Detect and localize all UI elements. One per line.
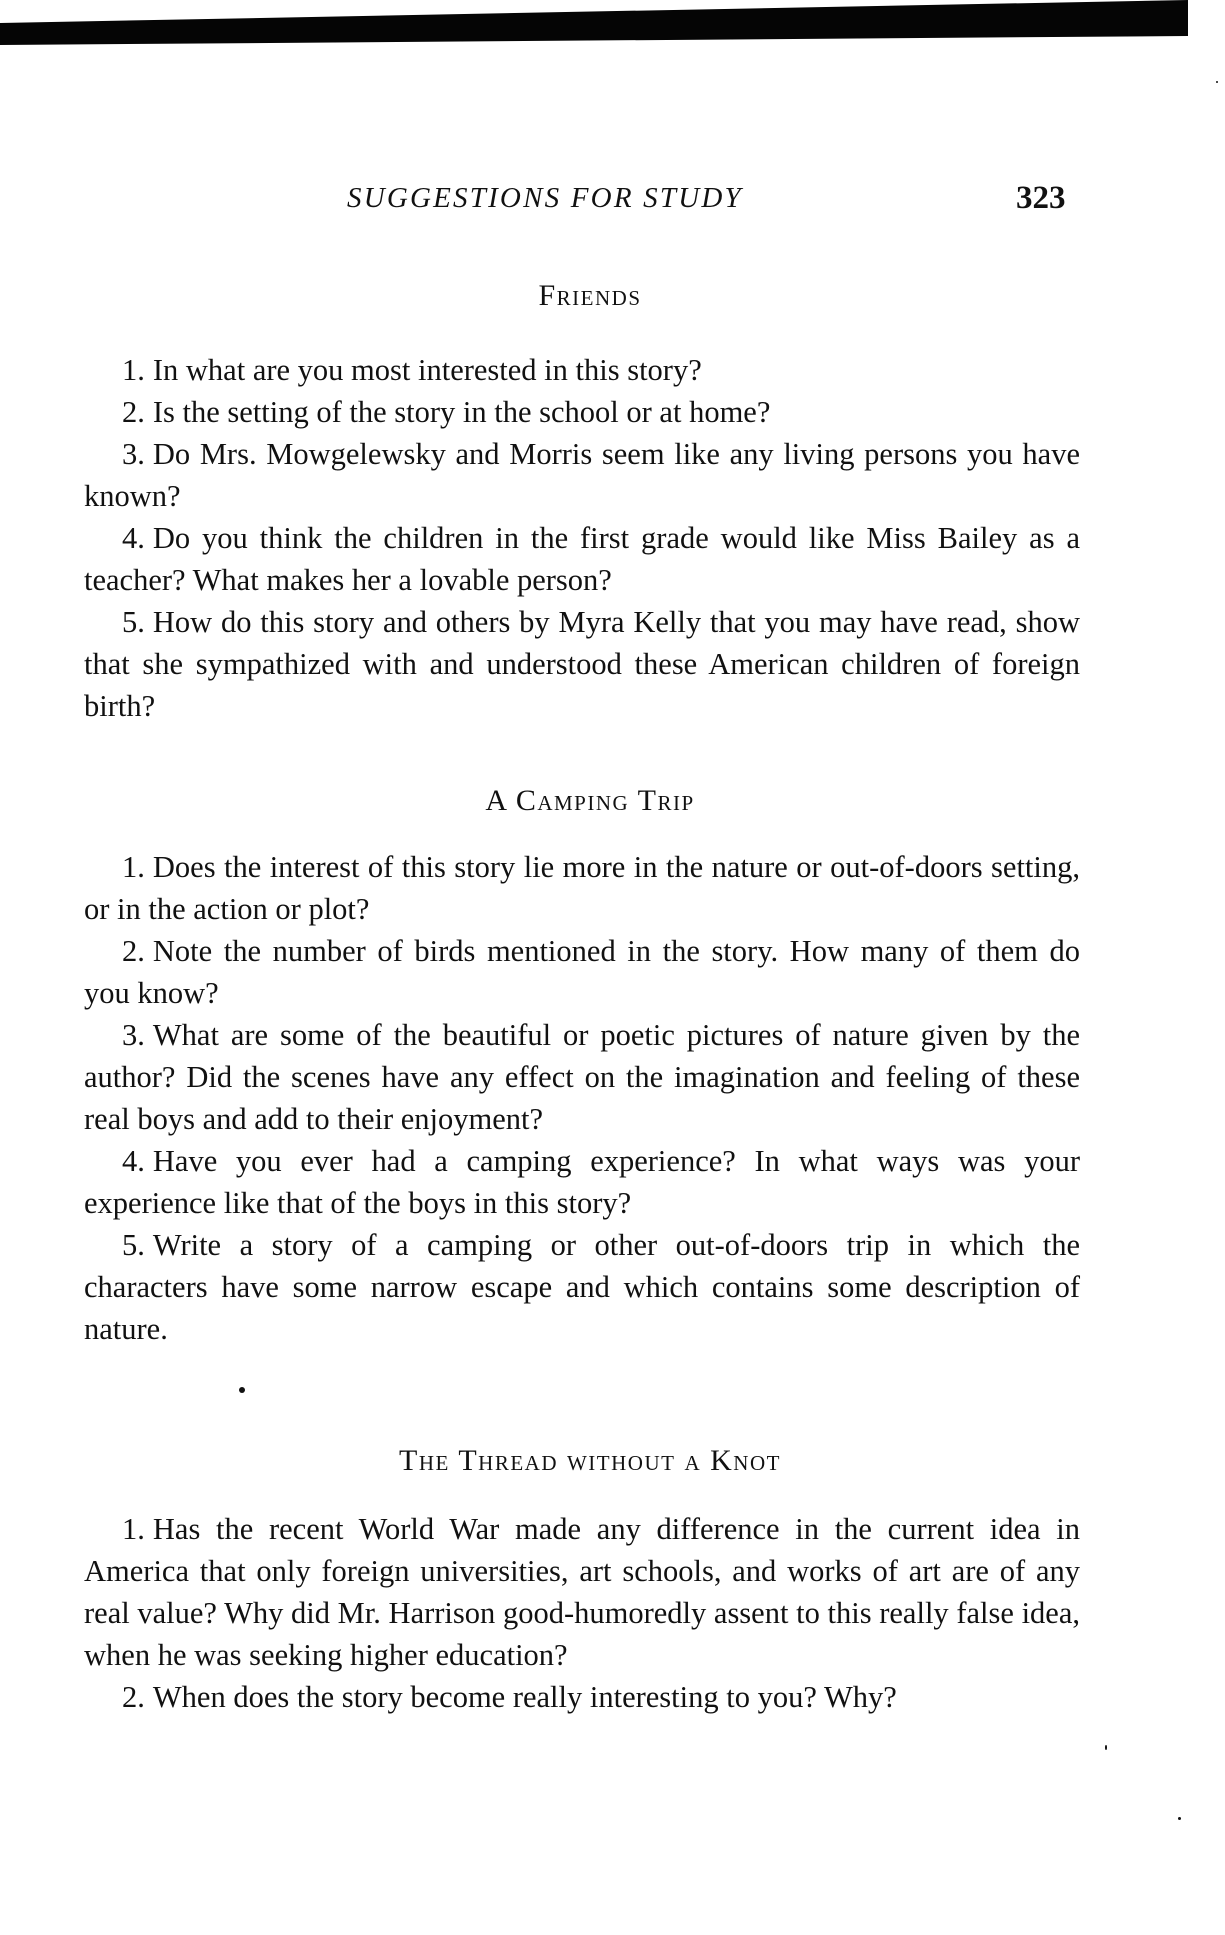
section-heading-camping-trip: A Camping Trip	[485, 784, 695, 817]
question-number: 1.	[122, 353, 145, 387]
question-text: Have you ever had a camping experience? In what ways was your experience like that of the boys in this story?	[84, 1144, 1080, 1220]
scan-edge-bar	[0, 0, 1188, 46]
question-item	[84, 433, 1080, 517]
question-number: 4.	[122, 521, 145, 555]
question-list-thread-without-a-knot	[84, 1508, 1080, 1718]
question-text: Note the number of birds mentioned in the story. How many of them do you know?	[84, 934, 1080, 1010]
ink-speck	[1216, 81, 1218, 83]
question-text: In what are you most interested in this story?	[152, 353, 702, 387]
section-heading-friends: Friends	[538, 279, 642, 312]
question-list-camping-trip	[84, 846, 1080, 1350]
question-text: Has the recent World War made any difference in the current idea in America that only foreign universities, art schools, and works of art are of any real value? Why did Mr. Harrison good-humoredly assent to this really false idea, when he was seeking higher education?	[84, 1512, 1080, 1672]
question-number: 4.	[122, 1144, 145, 1178]
question-item	[84, 930, 1080, 1014]
question-text: Does the interest of this story lie more in the nature or out-of-doors setting, or in the action or plot?	[84, 850, 1080, 926]
ink-speck	[239, 1387, 245, 1393]
question-number: 3.	[122, 1018, 145, 1052]
question-text: Do you think the children in the first grade would like Miss Bailey as a teacher? What makes her a lovable person?	[84, 521, 1080, 597]
question-item	[84, 1676, 1080, 1718]
question-text: Write a story of a camping or other out-of-doors trip in which the characters have some narrow escape and which contains some description of nature.	[84, 1228, 1080, 1346]
question-number: 3.	[122, 437, 145, 471]
question-item	[84, 601, 1080, 727]
question-number: 2.	[122, 1680, 145, 1714]
running-title: SUGGESTIONS FOR STUDY	[347, 182, 743, 214]
question-number: 5.	[122, 1228, 145, 1262]
running-header	[0, 178, 1225, 218]
question-text: When does the story become really interesting to you? Why?	[152, 1680, 897, 1714]
ink-speck	[1105, 1745, 1107, 1750]
question-text: Is the setting of the story in the school or at home?	[152, 395, 771, 429]
question-item	[84, 1508, 1080, 1676]
question-item	[84, 846, 1080, 930]
question-item	[84, 517, 1080, 601]
question-number: 1.	[122, 1512, 145, 1546]
question-text: Do Mrs. Mowgelewsky and Morris seem like any living persons you have known?	[84, 437, 1080, 513]
question-item	[84, 1140, 1080, 1224]
question-number: 5.	[122, 605, 145, 639]
page-number: 323	[1016, 180, 1066, 216]
question-number: 2.	[122, 395, 145, 429]
question-text: How do this story and others by Myra Kelly that you may have read, show that she sympathized with and understood these American children of foreign birth?	[84, 605, 1080, 723]
question-item	[84, 391, 1080, 433]
question-item	[84, 1224, 1080, 1350]
question-item	[84, 1014, 1080, 1140]
ink-speck	[1178, 1817, 1181, 1820]
question-number: 2.	[122, 934, 145, 968]
question-list-friends	[84, 349, 1080, 727]
question-item	[84, 349, 1080, 391]
question-number: 1.	[122, 850, 145, 884]
question-text: What are some of the beautiful or poetic pictures of nature given by the author? Did the scenes have any effect on the imagination and feeling of these real boys and add to their enjoyment?	[84, 1018, 1080, 1136]
section-heading-thread-without-a-knot: The Thread without a Knot	[399, 1444, 781, 1477]
